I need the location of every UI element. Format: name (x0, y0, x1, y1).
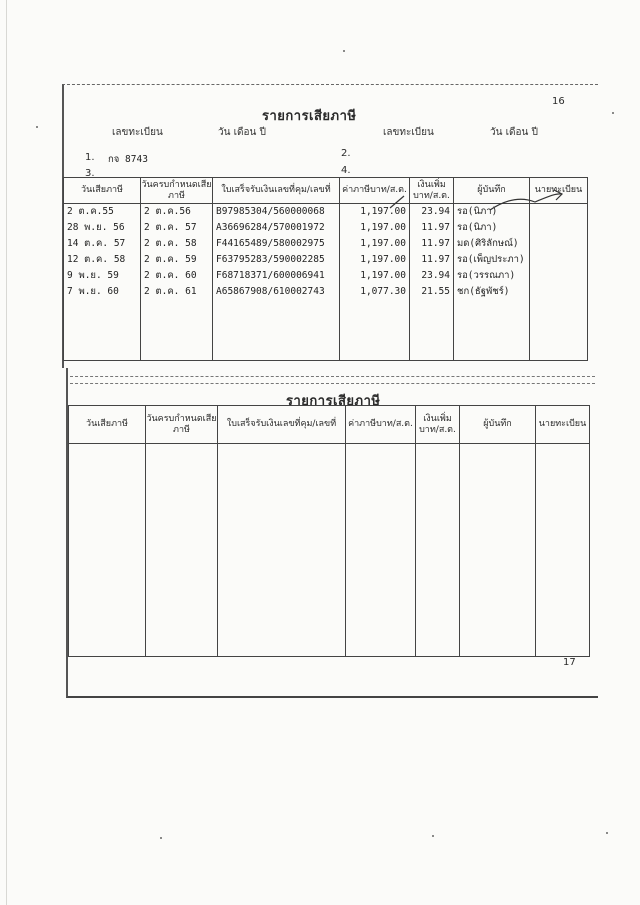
table-row: 2 ต.ค. 58 (144, 238, 197, 249)
col-header-paid-date: วันเสียภาษี (69, 406, 146, 444)
table-row: 28 พ.ย. 56 (67, 222, 125, 233)
scan-speck (343, 50, 345, 52)
table-row: 11.97 (421, 238, 450, 249)
table-row: 1,077.30 (360, 286, 406, 297)
handwritten-marks (330, 188, 580, 218)
tax-column (340, 204, 410, 361)
empty-cell (460, 444, 536, 657)
recorder-column (454, 204, 530, 361)
record-title-bottom: รายการเสียภาษี (286, 394, 381, 409)
tear-line (70, 376, 595, 377)
due-date-column (141, 204, 213, 361)
table-row: รอ(วรรณภา) (457, 270, 516, 281)
col-header-tax: ค่าภาษีบาท/ส.ต. (340, 178, 410, 204)
table-row: 14 ต.ค. 57 (67, 238, 126, 249)
tax-payment-table-bottom (68, 405, 590, 657)
col-header-tax: ค่าภาษีบาท/ส.ต. (346, 406, 416, 444)
col-header-receipt: ใบเสร็จรับเงินเลขที่คุม/เลขที่ (213, 178, 340, 204)
page-number-bottom: 17 (563, 657, 576, 668)
scan-speck (160, 837, 162, 839)
record-title-top: รายการเสียภาษี (262, 109, 357, 124)
table-row: 7 พ.ย. 60 (67, 286, 119, 297)
table-row: 1,197.00 (360, 238, 406, 249)
table-row: A65867908/610002743 (216, 286, 325, 297)
empty-cell (536, 444, 590, 657)
col-header-recorder: ผู้บันทึก (454, 178, 530, 204)
page-number-top: 16 (552, 96, 565, 107)
col-header-due-date: วันครบกำหนดเสียภาษี (141, 178, 213, 204)
empty-cell (69, 444, 146, 657)
col-header-paid-date: วันเสียภาษี (64, 178, 141, 204)
empty-cell (218, 444, 346, 657)
col-header-registrar: นายทะเบียน (536, 406, 590, 444)
table-row: A36696284/570001972 (216, 222, 325, 233)
table-row: F44165489/580002975 (216, 238, 325, 249)
col-header-extra: เงินเพิ่มบาท/ส.ต. (416, 406, 460, 444)
table-row: 11.97 (421, 222, 450, 233)
empty-cell (146, 444, 218, 657)
scan-speck (612, 112, 614, 114)
table-row: B97985304/560000068 (216, 206, 325, 217)
tear-line (70, 383, 595, 384)
table-row: F68718371/600006941 (216, 270, 325, 281)
col-header-registrar: นายทะเบียน (530, 178, 588, 204)
table-row: 1,197.00 (360, 254, 406, 265)
registrar-column (530, 204, 588, 361)
table-row: 2 ต.ค. 61 (144, 286, 197, 297)
paid-date-column (64, 204, 141, 361)
table-row: ชก(ธัฐพัชร์) (457, 286, 510, 297)
date-label-right: วัน เดือน ปี (490, 127, 538, 138)
table-row: มด(ศิริลักษณ์) (457, 238, 519, 249)
table-row: 21.55 (421, 286, 450, 297)
table-row: 12 ต.ค. 58 (67, 254, 126, 265)
page-edge (6, 0, 7, 905)
extra-column (410, 204, 454, 361)
reg-no-label-right: เลขทะเบียน (383, 127, 434, 138)
entry-number-4: 4. (341, 165, 351, 176)
col-header-extra: เงินเพิ่มบาท/ส.ต. (410, 178, 454, 204)
table-row: 2 ต.ค. 59 (144, 254, 197, 265)
col-header-recorder: ผู้บันทึก (460, 406, 536, 444)
table-row: 2 ต.ค.55 (67, 206, 114, 217)
scan-speck (606, 832, 608, 834)
table-row: 2 ต.ค. 57 (144, 222, 197, 233)
entry-number-1: 1. (85, 152, 95, 163)
table-row: 1,197.00 (360, 270, 406, 281)
table-row: 23.94 (421, 206, 450, 217)
empty-cell (346, 444, 416, 657)
table-row: 11.97 (421, 254, 450, 265)
entry-number-3: 3. (85, 168, 95, 179)
table-row: รอ(เพ็ญประภา) (457, 254, 525, 265)
table-row: รอ(นิภา) (457, 206, 498, 217)
table-row: รอ(นิภา) (457, 222, 498, 233)
entry-number-2: 2. (341, 148, 351, 159)
table-row: F63795283/590002285 (216, 254, 325, 265)
date-label-left: วัน เดือน ปี (218, 127, 266, 138)
col-header-receipt: ใบเสร็จรับเงินเลขที่คุม/เลขที่ (218, 406, 346, 444)
empty-cell (416, 444, 460, 657)
entry-plate-1: กจ 8743 (108, 154, 148, 165)
table-row: 1,197.00 (360, 222, 406, 233)
scan-speck (432, 835, 434, 837)
table-row: 1,197.00 (360, 206, 406, 217)
receipt-column (213, 204, 340, 361)
table-row: 2 ต.ค.56 (144, 206, 191, 217)
col-header-due-date: วันครบกำหนดเสียภาษี (146, 406, 218, 444)
table-row: 2 ต.ค. 60 (144, 270, 197, 281)
table-row: 23.94 (421, 270, 450, 281)
scan-speck (36, 126, 38, 128)
table-row: 9 พ.ย. 59 (67, 270, 119, 281)
reg-no-label-left: เลขทะเบียน (112, 127, 163, 138)
